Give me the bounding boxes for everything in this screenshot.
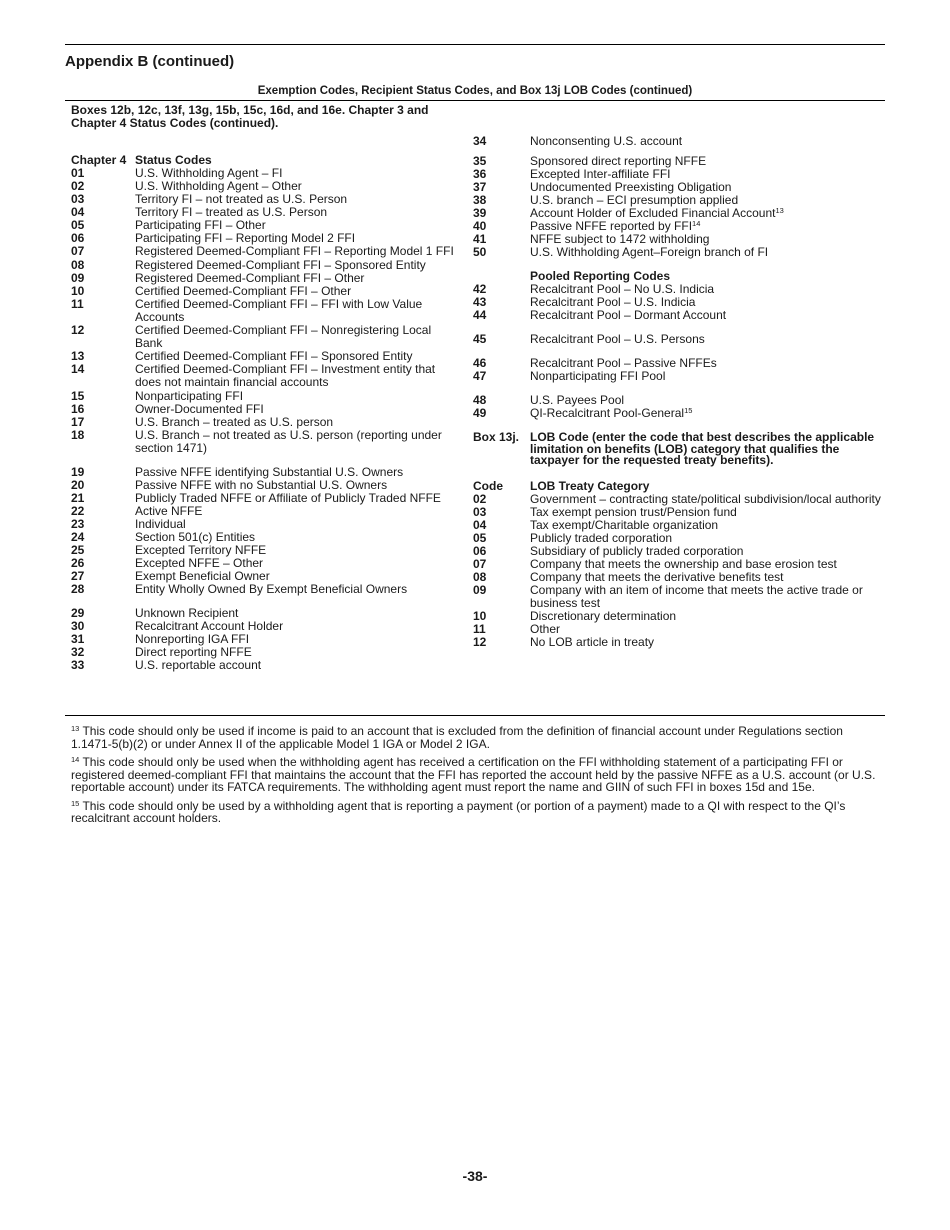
code-number: 27 bbox=[71, 569, 85, 583]
chapter4-header-label: Status Codes bbox=[135, 153, 212, 167]
footnote-number: 15 bbox=[71, 798, 80, 808]
code-description-text: U.S. Withholding Agent–Foreign branch of FI bbox=[530, 245, 769, 259]
code-row bbox=[473, 636, 885, 649]
code-description bbox=[135, 429, 456, 455]
code-description-text: Passive NFFE identifying Substantial U.S. Owners bbox=[135, 465, 404, 479]
code-row bbox=[71, 659, 456, 672]
code-number: 17 bbox=[71, 415, 85, 429]
code-number: 04 bbox=[473, 517, 487, 532]
chapter4-code-list bbox=[71, 167, 456, 672]
footnote bbox=[71, 725, 876, 750]
code-description bbox=[530, 309, 885, 322]
code-description-text: Tax exempt pension trust/Pension fund bbox=[530, 504, 737, 519]
code-number: 19 bbox=[71, 465, 85, 479]
code-description-text: Territory FI – treated as U.S. Person bbox=[135, 205, 328, 219]
footnote-reference: 14 bbox=[692, 219, 701, 228]
code-number: 40 bbox=[473, 219, 487, 233]
code-description-text: Owner-Documented FFI bbox=[135, 402, 264, 416]
code-row bbox=[71, 492, 456, 505]
code-number: 26 bbox=[71, 556, 85, 570]
code-description-text: Recalcitrant Pool – No U.S. Indicia bbox=[530, 282, 715, 296]
code-number: 31 bbox=[71, 632, 85, 646]
code-row bbox=[473, 246, 885, 259]
code-description-text: NFFE subject to 1472 withholding bbox=[530, 232, 710, 246]
code-row bbox=[71, 583, 456, 596]
code-row bbox=[71, 298, 456, 324]
code-description-text: Nonparticipating FFI bbox=[135, 389, 244, 403]
code-description-text: Tax exempt/Charitable organization bbox=[530, 517, 719, 532]
code-number: 14 bbox=[71, 362, 85, 376]
code-description-text: Nonparticipating FFI Pool bbox=[530, 369, 666, 383]
chapter4-header-code: Chapter 4 bbox=[71, 153, 127, 167]
lob-header-label: LOB Treaty Category bbox=[530, 478, 650, 493]
status-code-list-continued bbox=[473, 135, 885, 259]
code-description-text: Unknown Recipient bbox=[135, 606, 239, 620]
code-description-text: U.S. reportable account bbox=[135, 658, 262, 672]
code-number: 25 bbox=[71, 543, 85, 557]
code-description-text: Passive NFFE with no Substantial U.S. Owners bbox=[135, 478, 388, 492]
code-number: 44 bbox=[473, 308, 487, 322]
footnote-rule bbox=[65, 715, 885, 716]
code-description-text: Participating FFI – Reporting Model 2 FFI bbox=[135, 231, 356, 245]
code-description-text: Sponsored direct reporting NFFE bbox=[530, 154, 707, 168]
footnote bbox=[71, 756, 876, 794]
code-number: 07 bbox=[473, 556, 487, 571]
code-description-text: Territory FI – not treated as U.S. Person bbox=[135, 192, 348, 206]
left-column bbox=[71, 104, 456, 672]
code-number: 12 bbox=[71, 323, 85, 337]
footnote-number: 13 bbox=[71, 724, 80, 733]
code-number: 36 bbox=[473, 167, 487, 181]
code-description-text: Excepted NFFE – Other bbox=[135, 556, 264, 570]
code-description bbox=[135, 324, 456, 350]
code-description bbox=[530, 584, 885, 610]
code-description bbox=[530, 407, 885, 420]
code-row bbox=[473, 135, 885, 148]
box13j-heading bbox=[473, 432, 885, 467]
footnote-number: 14 bbox=[71, 755, 80, 764]
table-title: Exemption Codes, Recipient Status Codes, and Box 13j LOB Codes (continued) bbox=[257, 85, 693, 97]
code-row bbox=[71, 505, 456, 518]
code-description-text: Registered Deemed-Compliant FFI – Reporting Model 1 FFI bbox=[135, 244, 454, 258]
code-number: 18 bbox=[71, 428, 85, 442]
code-description bbox=[135, 583, 456, 596]
code-number: 10 bbox=[473, 608, 487, 623]
code-description bbox=[530, 610, 885, 623]
code-description-text: Undocumented Preexisting Obligation bbox=[530, 180, 732, 194]
code-description-text: Recalcitrant Pool – U.S. Indicia bbox=[530, 295, 696, 309]
code-number: 08 bbox=[71, 258, 85, 272]
code-description-text: Certified Deemed-Compliant FFI – Sponsored Entity bbox=[135, 349, 413, 363]
code-description-text: Company with an item of income that meets the active trade or business test bbox=[530, 582, 863, 610]
footnote-reference: 13 bbox=[775, 206, 784, 215]
code-number: 46 bbox=[473, 356, 487, 370]
code-row bbox=[71, 324, 456, 350]
code-number: 38 bbox=[473, 193, 487, 207]
code-description bbox=[530, 333, 885, 346]
code-description-text: Discretionary determination bbox=[530, 608, 677, 623]
block-title-line: Chapter 4 Status Codes (continued). bbox=[71, 115, 279, 130]
lob-header-code: Code bbox=[473, 478, 503, 493]
code-description-text: Certified Deemed-Compliant FFI – Other bbox=[135, 284, 352, 298]
code-row bbox=[473, 333, 885, 346]
code-row bbox=[71, 646, 456, 659]
code-description-text: Certified Deemed-Compliant FFI – Nonregistering Local Bank bbox=[135, 323, 432, 350]
code-number: 21 bbox=[71, 491, 85, 505]
code-description-text: Other bbox=[530, 621, 561, 636]
code-number: 12 bbox=[473, 634, 487, 649]
code-description-text: Excepted Inter-affiliate FFI bbox=[530, 167, 671, 181]
code-description-text: Publicly Traded NFFE or Affiliate of Publicly Traded NFFE bbox=[135, 491, 441, 505]
footnote-reference: 15 bbox=[684, 406, 693, 415]
code-description-text: Nonreporting IGA FFI bbox=[135, 632, 250, 646]
code-description-text: Exempt Beneficial Owner bbox=[135, 569, 270, 583]
right-column bbox=[473, 135, 885, 649]
code-row bbox=[71, 633, 456, 646]
code-number: 39 bbox=[473, 206, 487, 220]
code-number: 06 bbox=[71, 231, 85, 245]
code-number: 47 bbox=[473, 369, 487, 383]
code-row bbox=[473, 584, 885, 610]
code-description-text: U.S. Withholding Agent – Other bbox=[135, 179, 302, 193]
code-number: 33 bbox=[71, 658, 85, 672]
code-row bbox=[71, 544, 456, 557]
code-description-text: Registered Deemed-Compliant FFI – Other bbox=[135, 271, 365, 285]
code-number: 01 bbox=[71, 166, 85, 180]
code-number: 23 bbox=[71, 517, 85, 531]
code-description-text: Recalcitrant Pool – U.S. Persons bbox=[530, 332, 705, 346]
top-rule bbox=[65, 44, 885, 45]
code-description bbox=[135, 298, 456, 324]
footnotes bbox=[71, 725, 876, 831]
code-description-text: Account Holder of Excluded Financial Account bbox=[530, 206, 776, 220]
code-number: 22 bbox=[71, 504, 85, 518]
code-description bbox=[530, 636, 885, 649]
status-codes-block-title bbox=[71, 104, 456, 129]
code-number: 43 bbox=[473, 295, 487, 309]
page-heading: Appendix B (continued) bbox=[65, 53, 235, 70]
footnote-text: This code should only be used by a withholding agent that is reporting a payment (or portion of a payment) made to a QI with respect to the QI’s recalcitrant account holders. bbox=[71, 798, 846, 825]
code-description-text: Recalcitrant Pool – Dormant Account bbox=[530, 308, 727, 322]
code-description-text: U.S. Branch – treated as U.S. person bbox=[135, 415, 334, 429]
code-number: 08 bbox=[473, 569, 487, 584]
code-description bbox=[135, 659, 456, 672]
code-number: 37 bbox=[473, 180, 487, 194]
code-number: 06 bbox=[473, 543, 487, 558]
code-number: 15 bbox=[71, 389, 85, 403]
code-description-text: U.S. Withholding Agent – FI bbox=[135, 166, 283, 180]
code-description-text: QI-Recalcitrant Pool-General bbox=[530, 406, 685, 420]
code-number: 20 bbox=[71, 478, 85, 492]
code-row bbox=[71, 620, 456, 633]
code-number: 49 bbox=[473, 406, 487, 420]
code-description-text: U.S. branch – ECI presumption applied bbox=[530, 193, 739, 207]
code-number: 34 bbox=[473, 134, 487, 148]
code-number: 11 bbox=[71, 297, 84, 311]
code-number: 29 bbox=[71, 606, 85, 620]
code-number: 03 bbox=[71, 192, 85, 206]
code-row bbox=[71, 429, 456, 455]
code-description-text: Passive NFFE reported by FFI bbox=[530, 219, 693, 233]
code-row bbox=[473, 309, 885, 322]
code-description-text: Subsidiary of publicly traded corporation bbox=[530, 543, 744, 558]
code-row bbox=[71, 245, 456, 258]
code-description-text: Section 501(c) Entities bbox=[135, 530, 256, 544]
code-description-text: Active NFFE bbox=[135, 504, 203, 518]
code-number: 48 bbox=[473, 393, 487, 407]
code-row bbox=[71, 518, 456, 531]
footnote-text: This code should only be used when the withholding agent has received a certification on the FFI withholding statement of a participating FFI or registered deemed-compliant FFI that maintains the account that the FFI has reported the account held by the passive NFFE as a U.S. account (or U.S. reportable account) under its FATCA requirements. The withholding agent must report the name and GIIN of such FFI in boxes 15d and 15e. bbox=[71, 755, 876, 794]
code-number: 28 bbox=[71, 582, 85, 596]
code-description-text: Entity Wholly Owned By Exempt Beneficial Owners bbox=[135, 582, 408, 596]
block-title-line: Boxes 12b, 12c, 13f, 13g, 15b, 15c, 16d, and 16e. Chapter 3 and bbox=[71, 103, 429, 117]
code-number: 42 bbox=[473, 282, 487, 296]
box13j-text: LOB Code (enter the code that best describes the applicable limitation on benefits (LOB) category that qualifies the taxpayer for the requested treaty benefits). bbox=[530, 430, 875, 467]
code-number: 32 bbox=[71, 645, 85, 659]
code-row bbox=[71, 363, 456, 389]
code-description bbox=[135, 245, 456, 258]
code-description bbox=[530, 370, 885, 383]
code-description-text: Company that meets the ownership and base erosion test bbox=[530, 556, 837, 571]
code-number: 30 bbox=[71, 619, 85, 633]
code-number: 05 bbox=[71, 218, 85, 232]
code-description-text: Recalcitrant Pool – Passive NFFEs bbox=[530, 356, 717, 370]
lob-code-list bbox=[473, 493, 885, 649]
code-number: 45 bbox=[473, 332, 487, 346]
code-description-text: Government – contracting state/political subdivision/local authority bbox=[530, 491, 881, 506]
code-number: 13 bbox=[71, 349, 85, 363]
code-number: 09 bbox=[473, 582, 487, 597]
code-number: 03 bbox=[473, 504, 487, 519]
code-description-text: Nonconsenting U.S. account bbox=[530, 134, 683, 148]
code-description bbox=[135, 363, 456, 389]
code-description-text: No LOB article in treaty bbox=[530, 634, 655, 649]
code-number: 02 bbox=[71, 179, 85, 193]
code-description-text: Certified Deemed-Compliant FFI – FFI with Low Value Accounts bbox=[135, 297, 423, 324]
code-number: 02 bbox=[473, 491, 487, 506]
code-number: 50 bbox=[473, 245, 487, 259]
box13j-label: Box 13j. bbox=[473, 430, 520, 444]
code-number: 16 bbox=[71, 402, 85, 416]
code-description-text: Publicly traded corporation bbox=[530, 530, 673, 545]
code-description bbox=[530, 246, 885, 259]
footnote-text: This code should only be used if income is paid to an account that is excluded from the definition of financial account under Regulations section 1.1471-5(b)(2) or under Annex II of the applicable Model 1 IGA or Model 2 IGA. bbox=[71, 724, 843, 751]
code-description-text: Individual bbox=[135, 517, 186, 531]
code-description-text: Registered Deemed-Compliant FFI – Sponsored Entity bbox=[135, 258, 426, 272]
code-description-text: U.S. Branch – not treated as U.S. person (reporting under section 1471) bbox=[135, 428, 442, 455]
pooled-reporting-title: Pooled Reporting Codes bbox=[530, 269, 671, 283]
code-number: 35 bbox=[473, 154, 487, 168]
code-description-text: Direct reporting NFFE bbox=[135, 645, 252, 659]
code-description-text: Company that meets the derivative benefits test bbox=[530, 569, 784, 584]
code-description-text: Participating FFI – Other bbox=[135, 218, 266, 232]
footnote bbox=[71, 800, 876, 825]
code-number: 10 bbox=[71, 284, 85, 298]
title-rule bbox=[65, 100, 885, 101]
page-number: -38- bbox=[462, 1168, 488, 1184]
code-number: 24 bbox=[71, 530, 85, 544]
code-number: 07 bbox=[71, 244, 85, 258]
code-row bbox=[473, 407, 885, 420]
code-number: 41 bbox=[473, 232, 487, 246]
code-number: 05 bbox=[473, 530, 487, 545]
code-number: 04 bbox=[71, 205, 85, 219]
pooled-code-list bbox=[473, 283, 885, 420]
code-description-text: Certified Deemed-Compliant FFI – Investment entity that does not maintain financial accounts bbox=[135, 362, 436, 389]
code-description bbox=[530, 135, 885, 148]
code-description-text: Recalcitrant Account Holder bbox=[135, 619, 284, 633]
code-description-text: Excepted Territory NFFE bbox=[135, 543, 267, 557]
code-number: 11 bbox=[473, 621, 486, 636]
code-row bbox=[473, 370, 885, 383]
code-number: 09 bbox=[71, 271, 85, 285]
code-description-text: U.S. Payees Pool bbox=[530, 393, 625, 407]
